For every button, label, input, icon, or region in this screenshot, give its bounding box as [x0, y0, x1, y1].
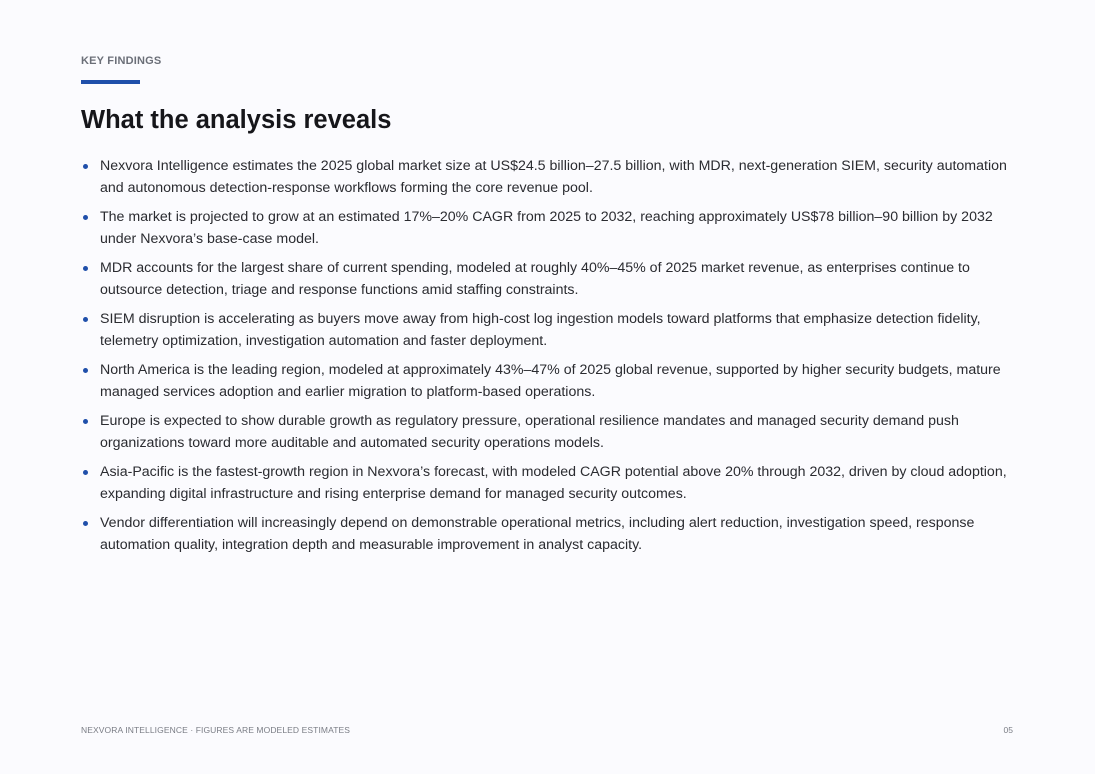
- bullet-dot-icon: [83, 215, 88, 220]
- section-eyebrow: KEY FINDINGS: [81, 55, 162, 67]
- finding-item: [81, 155, 1011, 199]
- finding-text: The market is projected to grow at an estimated 17%–20% CAGR from 2025 to 2032, reaching approximately US$78 billion–90 billion by 2032 under Nexvora’s base-case model.: [100, 209, 993, 247]
- finding-item: [81, 257, 1011, 301]
- bullet-dot-icon: [83, 266, 88, 271]
- bullet-dot-icon: [83, 521, 88, 526]
- finding-item: [81, 410, 1011, 454]
- finding-text: Asia-Pacific is the fastest-growth region in Nexvora’s forecast, with modeled CAGR potential above 20% through 2032, driven by cloud adoption, expanding digital infrastructure and rising enterprise demand for managed security outcomes.: [100, 464, 1007, 502]
- findings-list: [81, 155, 1011, 563]
- finding-text: Vendor differentiation will increasingly depend on demonstrable operational metrics, including alert reduction, investigation speed, response automation quality, integration depth and measurable improvement in analyst capacity.: [100, 515, 975, 553]
- finding-text: Europe is expected to show durable growth as regulatory pressure, operational resilience mandates and managed security demand push organizations toward more auditable and automated security operations models.: [100, 413, 959, 451]
- bullet-dot-icon: [83, 470, 88, 475]
- finding-text: MDR accounts for the largest share of current spending, modeled at roughly 40%–45% of 2025 market revenue, as enterprises continue to outsource detection, triage and response functions amid staffing constraints.: [100, 260, 970, 298]
- finding-text: SIEM disruption is accelerating as buyers move away from high-cost log ingestion models toward platforms that emphasize detection fidelity, telemetry optimization, investigation automation and faster deployment.: [100, 311, 981, 349]
- finding-item: [81, 461, 1011, 505]
- finding-item: [81, 206, 1011, 250]
- page-title: What the analysis reveals: [81, 106, 392, 134]
- bullet-dot-icon: [83, 164, 88, 169]
- finding-item: [81, 359, 1011, 403]
- footer-source-note: NEXVORA INTELLIGENCE · FIGURES ARE MODELED ESTIMATES: [81, 725, 351, 735]
- finding-item: [81, 512, 1011, 556]
- bullet-dot-icon: [83, 419, 88, 424]
- finding-text: Nexvora Intelligence estimates the 2025 global market size at US$24.5 billion–27.5 billion, with MDR, next-generation SIEM, security automation and autonomous detection-response workflows forming the core revenue pool.: [100, 158, 1007, 196]
- finding-item: [81, 308, 1011, 352]
- accent-rule: [81, 80, 140, 84]
- bullet-dot-icon: [83, 368, 88, 373]
- page-number: 05: [1003, 725, 1013, 735]
- bullet-dot-icon: [83, 317, 88, 322]
- finding-text: North America is the leading region, modeled at approximately 43%–47% of 2025 global revenue, supported by higher security budgets, mature managed services adoption and earlier migration to platform-based operations.: [100, 362, 1001, 400]
